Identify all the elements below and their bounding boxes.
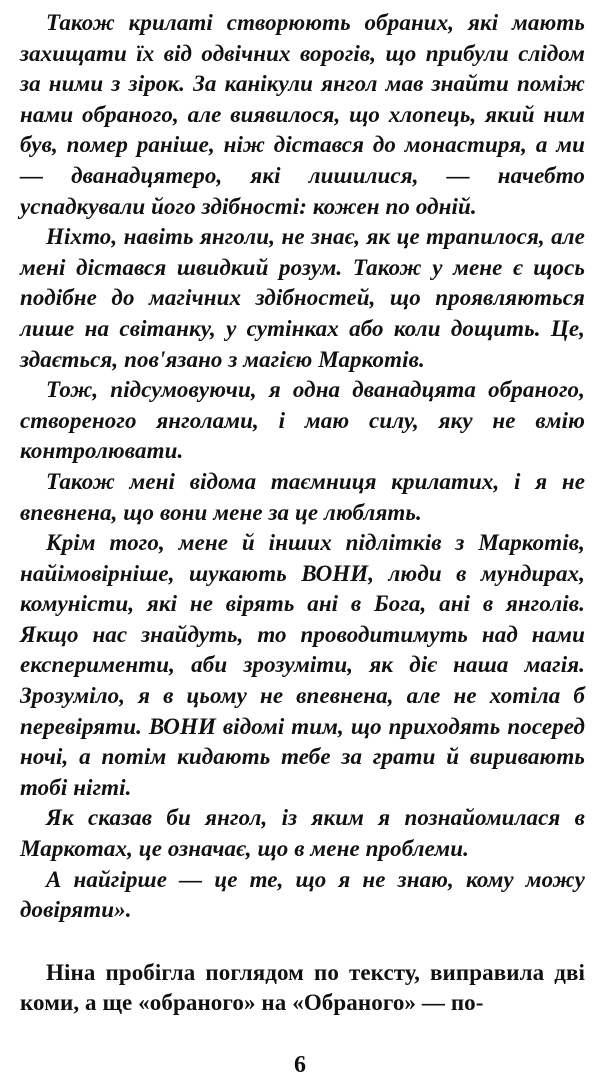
paragraph-chosen-ones: Також крилаті створюють обраних, які мають захищати їх від одвічних ворогів, що прибули слідом за ними з зірок. За канікули янгол мав знайти поміж нами обраного, але виявилося, що хлопець, який ним був, помер раніше, ніж дістався до монастиря, а ми — дванадцятеро, які лишилися, — начебто успадкували його здібності: кожен по одній.	[20, 10, 585, 219]
paragraph-summary: Тож, підсумовуючи, я одна дванадцята обраного, створеного янголами, і маю силу, яку не вмію контролювати.	[20, 377, 585, 464]
paragraph-nina: Ніна пробігла поглядом по тексту, виправила дві коми, а ще «обраного» на «Обраного» — по-	[20, 959, 585, 1016]
paragraph-problems: Як сказав би янгол, із яким я познайомилася в Маркотах, це означає, що в мене проблеми.	[20, 805, 585, 862]
paragraph-they-search: Крім того, мене й інших підлітків з Маркотів, найімовірніше, шукають ВОНИ, люди в мундирах, комуністи, які не вірять ані в Бога, ані в янголів. Якщо нас знайдуть, то проводитимуть над нами експерименти, аби зрозуміти, як діє наша магія. Зрозуміло, я в цьому не впевнена, але не хотіла б перевіряти. ВОНИ відомі тим, що приходять посеред ночі, а потім кидають тебе за грати й виривають тобі нігті.	[20, 530, 585, 800]
paragraph-gap	[20, 926, 585, 958]
page-number: 6	[294, 1052, 306, 1078]
paragraph-trust: А найгірше — це те, що я не знаю, кому можу довіряти».	[20, 866, 585, 923]
paragraph-secret: Також мені відома таємниця крилатих, і я не впевнена, що вони мене за це люблять.	[20, 468, 585, 525]
narrative-passage	[20, 958, 585, 1019]
paragraph-quick-mind: Ніхто, навіть янголи, не знає, як це трапилося, але мені дістався швидкий розум. Також у мене є щось подібне до магічних здібностей, що проявляються лише на світанку, у сутінках або коли дощить. Це, здається, пов'язано з магією Маркотів.	[20, 224, 585, 372]
italic-passage	[20, 8, 585, 926]
